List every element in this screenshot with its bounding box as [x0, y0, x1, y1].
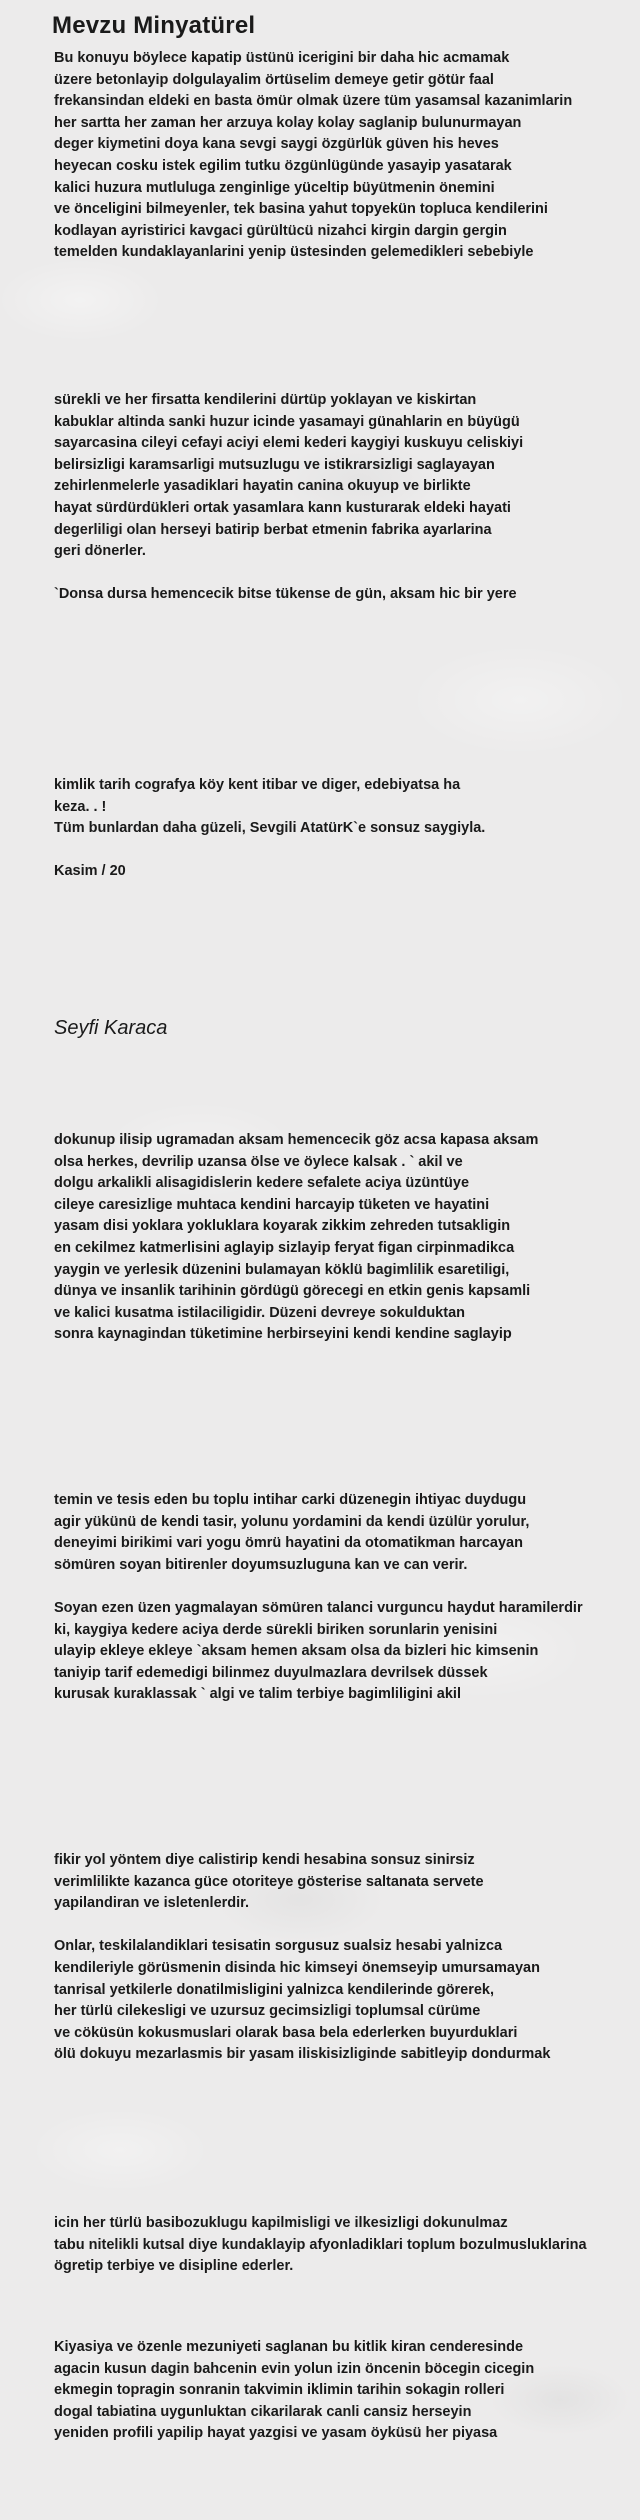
poem-line: kodlayan ayristirici kavgaci gürültücü nizahci kirgin dargin gergin	[54, 222, 507, 239]
poem-line: dolgu arkalikli alisagidislerin kedere sefalete aciya üzüntüye	[54, 1175, 470, 1192]
poem-line: kalici huzura mutluluga zenginlige yüceltip büyütmenin önemini	[54, 179, 495, 196]
poem-line: ki, kaygiya kedere aciya derde sürekli biriken sorunlarin yenisini	[54, 1621, 498, 1638]
poem-line: sömüren soyan bitirenler doyumsuzluguna kan ve can verir.	[54, 1556, 468, 1573]
poem-line: en cekilmez katmerlisini aglayip sizlayip feryat figan cirpinmadikca	[54, 1239, 515, 1256]
poem-line: Tüm bunlardan daha güzeli, Sevgili AtatürK`e sonsuz saygiyla.	[54, 820, 486, 837]
poem-line: sayarcasina cileyi cefayi aciyi elemi kederi kaygiyi kuskuyu celiskiyi	[54, 435, 524, 452]
poem-line: geri dönerler.	[54, 543, 146, 560]
poem-line: her sartta her zaman her arzuya kolay kolay saglanip bulunurmayan	[54, 114, 522, 131]
poem-line: her türlü cilekesligi ve uzursuz gecimsizligi toplumsal cürüme	[54, 2003, 481, 2020]
poem-title: Mevzu Minyatürel	[52, 12, 256, 39]
poem-line	[54, 1915, 550, 1937]
poem-line: ve kalici kusatma istilaciligidir. Düzeni devreye sokulduktan	[54, 1304, 465, 1321]
poem-line	[54, 840, 485, 862]
poem-line: ölü dokuyu mezarlasmis bir yasam iliskisizliginde sabitleyip dondurmak	[54, 2046, 551, 2063]
poem-line	[54, 563, 523, 585]
poem-line: kendileriyle görüsmenin disinda hic kimseyi önemseyip umursamayan	[54, 1959, 540, 1976]
poem-line: ekmegin topragin sonranin takvimin iklimin tarihin sokagin rolleri	[54, 2382, 505, 2399]
poem-line: hayat sürdürdükleri ortak yasamlara kann kusturarak eldeki hayati	[54, 499, 511, 516]
poem-line: belirsizligi karamsarligi mutsuzlugu ve istikrarsizligi saglayayan	[54, 456, 495, 473]
poem-line: temelden kundaklayanlarini yenip üstesinden gelemedikleri sebebiyle	[54, 244, 534, 261]
poem-line: temin ve tesis eden bu toplu intihar carki düzenegin ihtiyac duydugu	[54, 1492, 527, 1508]
poem-stanza-5	[54, 1490, 583, 1706]
poem-line: tanrisal yetkilerle donatilmisligini yalnizca kendilerinde görerek,	[54, 1981, 494, 1998]
poem-stanza-8	[54, 2337, 534, 2445]
poem-line: yapilandiran ve isletenlerdir.	[54, 1895, 250, 1912]
poem-line: `Donsa dursa hemencecik bitse tükense de gün, aksam hic bir yere	[54, 586, 517, 603]
poem-line: taniyip tarif edemedigi bilinmez duyulmazlara devrilsek düssek	[54, 1664, 488, 1681]
poem-line: tabu nitelikli kutsal diye kundaklayip afyonladiklari toplum bozulmusluklarina	[54, 2236, 587, 2253]
poem-date: Kasim / 20	[54, 863, 126, 880]
poem-line: cileye caresizlige muhtaca kendini harcayip tüketen ve hayatini	[54, 1196, 490, 1213]
poem-line: agacin kusun dagin bahcenin evin yolun izin öncenin böcegin cicegin	[54, 2360, 535, 2377]
poem-stanza-2	[54, 390, 523, 606]
poem-author: Seyfi Karaca	[54, 1017, 168, 1039]
poem-stanza-6	[54, 1850, 550, 2066]
poem-line: frekansindan eldeki en basta ömür olmak üzere tüm yasamsal kazanimlarin	[54, 93, 573, 110]
poem-stanza-4	[54, 1130, 538, 1346]
poem-line: kurusak kuraklassak ` algi ve talim terbiye bagimliligini akil	[54, 1686, 461, 1703]
poem-line: deger kiymetini doya kana sevgi saygi özgürlük güven his heves	[54, 136, 499, 153]
poem-line: Onlar, teskilalandiklari tesisatin sorgusuz sualsiz hesabi yalnizca	[54, 1938, 503, 1955]
poem-line: ve cöküsün kokusmuslari olarak basa bela ederlerken buyurduklari	[54, 2024, 518, 2041]
poem-line: fikir yol yöntem diye calistirip kendi hesabina sonsuz sinirsiz	[54, 1852, 475, 1868]
poem-line: zehirlenmelerle yasadiklari hayatin canina okuyup ve birlikte	[54, 478, 471, 495]
poem-line: olsa herkes, devrilip uzansa ölse ve öylece kalsak . ` akil ve	[54, 1153, 463, 1170]
poem-line: sürekli ve her firsatta kendilerini dürtüp yoklayan ve kiskirtan	[54, 392, 477, 408]
poem-line: kabuklar altinda sanki huzur icinde yasamayi günahlarin en büyügü	[54, 413, 520, 430]
poem-line: üzere betonlayip dolgulayalim örtüselim demeye getir götür faal	[54, 71, 494, 88]
poem-line: icin her türlü basibozuklugu kapilmisligi ve ilkesizligi dokunulmaz	[54, 2215, 508, 2231]
poem-line: Soyan ezen üzen yagmalayan sömüren talanci vurguncu haydut haramilerdir	[54, 1599, 583, 1616]
poem-line: dünya ve insanlik tarihinin gördügü görecegi en etkin genis kapsamli	[54, 1283, 531, 1300]
poem-line: ve önceligini bilmeyenler, tek basina yahut topyekün topluca kendilerini	[54, 201, 548, 218]
poem-line: yeniden profili yapilip hayat yazgisi ve yasam öyküsü her piyasa	[54, 2425, 498, 2442]
poem-line: degerliligi olan herseyi batirip berbat etmenin fabrika ayarlarina	[54, 521, 492, 538]
poem-line: keza. . !	[54, 798, 107, 815]
poem-stanza-7	[54, 2213, 587, 2278]
poem-line: Bu konuyu böylece kapatip üstünü icerigini bir daha hic acmamak	[54, 50, 510, 66]
poem-line: yaygin ve yerlesik düzenini bulamayan köklü bagimlilik esaretiligi,	[54, 1261, 510, 1278]
poem-line: dogal tabiatina uygunluktan cikarilarak canli cansiz herseyin	[54, 2403, 472, 2420]
poem-stanza-3	[54, 775, 485, 883]
poem-line: verimlilikte kazanca güce otoriteye gösterise saltanata servete	[54, 1873, 484, 1890]
poem-line: sonra kaynagindan tüketimine herbirseyini kendi kendine saglayip	[54, 1326, 512, 1343]
poem-line: yasam disi yoklara yokluklara koyarak zikkim zehreden tutsakligin	[54, 1218, 511, 1235]
poem-line: kimlik tarih cografya köy kent itibar ve diger, edebiyatsa ha	[54, 777, 461, 793]
poem-line: heyecan cosku istek egilim tutku özgünlügünde yasayip yasatarak	[54, 157, 512, 174]
poem-stanza-1	[54, 48, 572, 264]
poem-line: dokunup ilisip ugramadan aksam hemencecik göz acsa kapasa aksam	[54, 1132, 539, 1148]
poem-line: deneyimi birikimi vari yogu ömrü hayatini da otomatikman harcayan	[54, 1535, 523, 1552]
poem-line: ulayip ekleye ekleye `aksam hemen aksam olsa da bizleri hic kimsenin	[54, 1643, 539, 1660]
poem-line: agir yükünü de kendi tasir, yolunu yordamini da kendi üzülür yorulur,	[54, 1513, 530, 1530]
poem-line: ögretip terbiye ve disipline ederler.	[54, 2258, 294, 2275]
poem-line	[54, 1576, 583, 1598]
poem-line: Kiyasiya ve özenle mezuniyeti saglanan bu kitlik kiran cenderesinde	[54, 2339, 524, 2355]
